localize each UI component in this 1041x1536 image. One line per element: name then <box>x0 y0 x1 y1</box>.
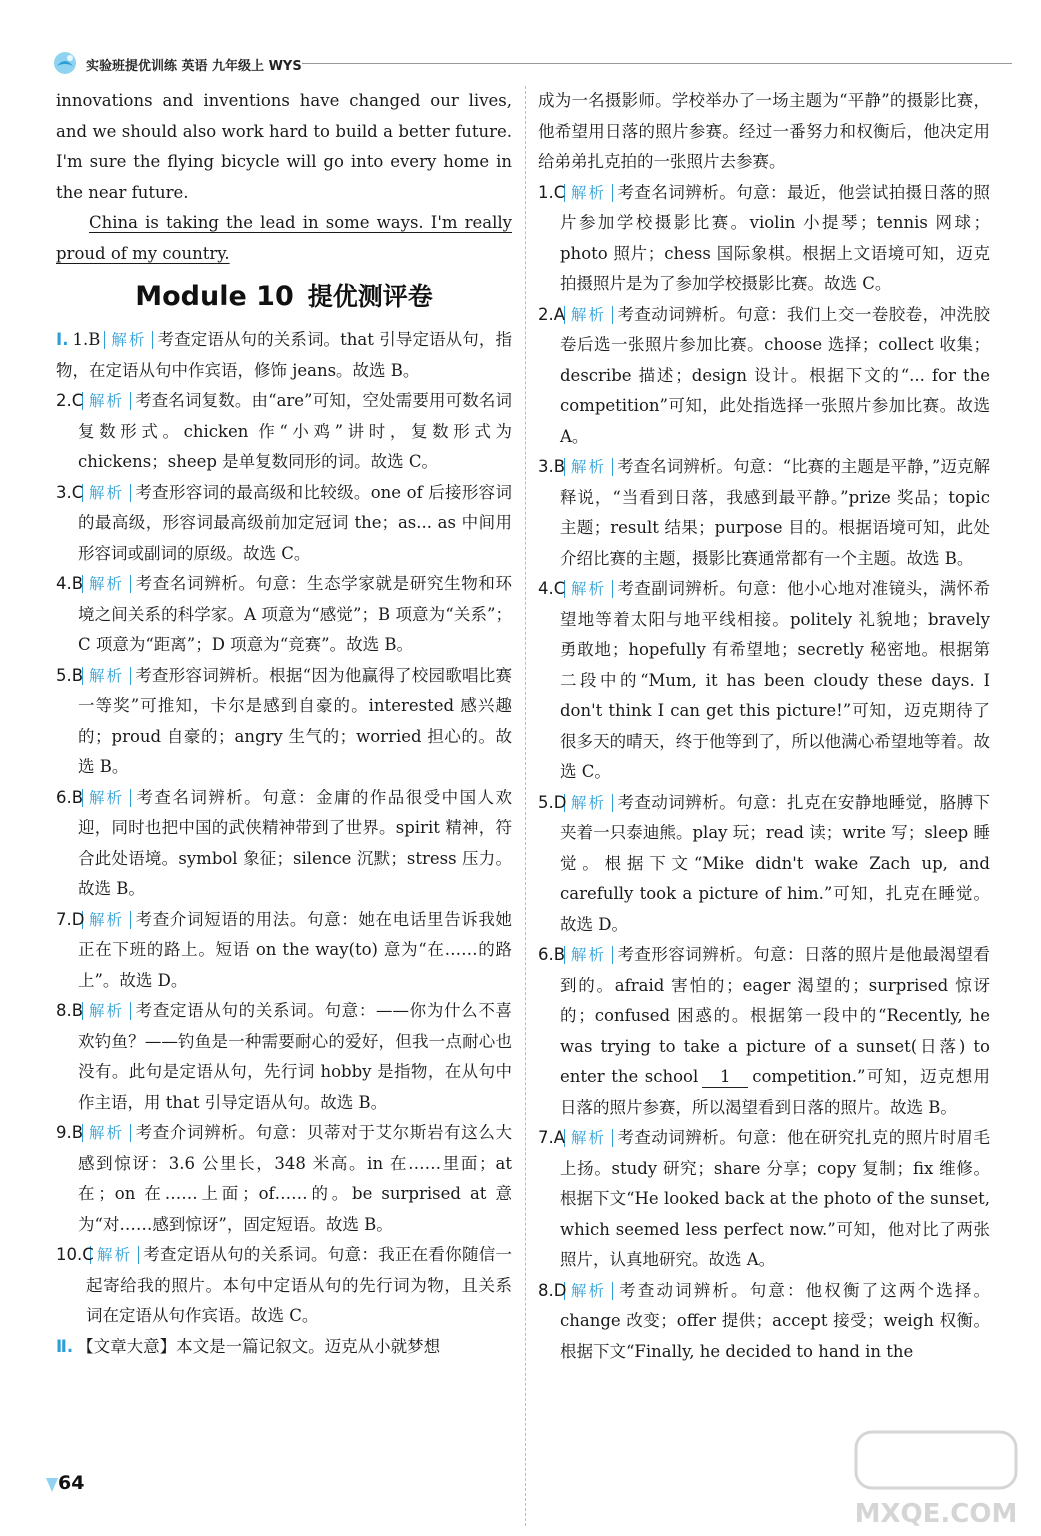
answer-text: 考查定语从句的关系词。句意：我正在看你随信一起寄给我的照片。本句中定语从句的先行词为物，且关系词在定语从句作宾语。故选 C。 <box>86 1245 512 1325</box>
answer-number: 3.B <box>538 457 566 476</box>
underlined-text: China is taking the lead in some ways. I'm really proud of my country. <box>56 213 512 263</box>
header-title: 实验班提优训练 英语 九年级上 WYS <box>86 59 302 74</box>
page-number-text: 64 <box>58 1472 85 1494</box>
answer-item <box>56 325 512 386</box>
watermark-text: MXQE.COM <box>854 1499 1018 1529</box>
analysis-tag: 解析 <box>82 392 131 410</box>
answer-text: 考查副词辨析。句意：他小心地对准镜头，满怀希望地等着太阳与地平线相接。politely 礼貌地；bravely 勇敢地；hopefully 有希望地；secretly 秘密地。根据第二段中的“Mum, it has been cloudy these days. I don't think I can get this picture!”可知，迈克期待了很多天的晴天，终于他等到了，所以他满心希望地等着。故选 C。 <box>560 579 990 781</box>
answer-item <box>56 661 512 783</box>
underlined-paragraph <box>56 208 512 269</box>
right-column <box>538 86 990 1367</box>
answer-item <box>538 788 990 941</box>
answer-text: 考查名词复数。由“are”可知，空处需要用可数名词复数形式。chicken 作“小鸡”讲时，复数形式为 chickens；sheep 是单复数同形的词。故选 C。 <box>78 391 512 471</box>
watermark-logo-icon <box>846 1426 1026 1532</box>
answer-text: 考查形容词辨析。根据“因为他赢得了校园歌唱比赛一等奖”可推知，卡尔是感到自豪的。interested 感兴趣的；proud 自豪的；angry 生气的；worried 担心的。故选 B。 <box>78 665 512 776</box>
answer-number: 3.C <box>56 482 84 502</box>
answer-number: 6.B <box>56 787 84 807</box>
answer-item <box>56 386 512 478</box>
answer-text: 考查形容词辨析。句意：日落的照片是他最渴望看到的。afraid 害怕的；eager 渴望的；surprised 惊讶的；confused 困惑的。根据第一段中的“Recently, he was trying to take a picture of a sunset(日落) to enter the school <box>560 945 990 1086</box>
analysis-tag: 解析 <box>82 575 131 593</box>
answer-item <box>538 300 990 453</box>
answer-text: 考查定语从句的关系词。句意：——你为什么不喜欢钓鱼？——钓鱼是一种需要耐心的爱好，但我一点耐心也没有。此句是定语从句，先行词 hobby 是指物，在从句中作主语，用 that 引导定语从句。故选 B。 <box>78 1001 512 1112</box>
answer-number: 2.A <box>538 304 566 324</box>
analysis-tag: 解析 <box>82 1124 131 1142</box>
column-divider <box>525 86 526 1526</box>
blank-number: 1 <box>702 1067 748 1088</box>
intro-paragraph: innovations and inventions have changed our lives, and we should also work hard to build a better future. I'm sure the flying bicycle will go into every home in the near future. <box>56 91 512 202</box>
answer-list-left <box>56 325 512 1332</box>
answer-item <box>56 996 512 1118</box>
answer-number: 1.B <box>72 330 101 349</box>
analysis-tag: 解析 <box>564 1282 613 1300</box>
answer-item <box>56 1118 512 1240</box>
answer-item <box>56 1240 512 1332</box>
analysis-tag: 解析 <box>564 794 613 812</box>
header-rule <box>302 63 1012 64</box>
answer-text: 考查形容词的最高级和比较级。one of 后接形容词的最高级，形容词最高级前加定冠词 the；as... as 中间用形容词或副词的原级。故选 C。 <box>78 482 512 563</box>
analysis-tag: 解析 <box>82 484 131 502</box>
page-header <box>52 50 1012 80</box>
analysis-tag: 解析 <box>564 946 613 964</box>
section-2-summary <box>56 1332 512 1363</box>
answer-number: 2.C <box>56 391 84 410</box>
analysis-tag: 解析 <box>82 667 131 685</box>
answer-item <box>538 1123 990 1276</box>
module-title-zh: 提优测评卷 <box>307 282 433 311</box>
answer-text: 考查名词辨析。句意：最近，他尝试拍摄日落的照片参加学校摄影比赛。violin 小提琴；tennis 网球；photo 照片；chess 国际象棋。根据上文语境可知，迈克拍摄照片是为了参加学校摄影比赛。故选 C。 <box>560 182 990 293</box>
page-number <box>44 1470 104 1502</box>
answer-number: 7.D <box>56 909 85 929</box>
answer-number: 8.D <box>538 1280 567 1300</box>
answer-number: 6.B <box>538 945 566 964</box>
summary-continuation: 成为一名摄影师。学校举办了一场主题为“平静”的摄影比赛，他希望用日落的照片参赛。经过一番努力和权衡后，他决定用给弟弟扎克拍的一张照片去参赛。 <box>538 91 990 171</box>
answer-number: 8.B <box>56 1001 84 1020</box>
answer-item <box>538 940 990 1123</box>
answer-text: 考查名词辨析。句意：“比赛的主题是平静，”迈克解释说，“当看到日落，我感到最平静。”prize 奖品；topic 主题；result 结果；purpose 目的。根据语境可知，此处介绍比赛的主题，摄影比赛通常都有一个主题。故选 B。 <box>560 457 990 568</box>
answer-number: 4.B <box>56 574 84 593</box>
section-1-label: Ⅰ. <box>56 330 69 349</box>
answer-item <box>56 783 512 905</box>
answer-number: 5.D <box>538 792 567 812</box>
answer-text: 考查动词辨析。句意：他权衡了这两个选择。change 改变；offer 提供；accept 接受；weigh 权衡。根据下文“Finally, he decided to hand in the <box>560 1280 990 1361</box>
answer-text: 考查动词辨析。句意：扎克在安静地睡觉，胳膊下夹着一只泰迪熊。play 玩；read 读；write 写；sleep 睡觉。根据下文“Mike didn't wake Zach up, and carefully took a picture of him.”可知，扎克在睡觉。故选 D。 <box>560 792 990 934</box>
left-column <box>56 86 512 1362</box>
answer-text: 考查介词辨析。句意：贝蒂对于艾尔斯岩有这么大感到惊讶：3.6 公里长，348 米高。in 在……里面；at 在；on 在……上面；of……的。be surprised at 意为“对……感到惊讶”，固定短语。故选 B。 <box>78 1123 512 1234</box>
answer-text: 考查定语从句的关系词。that 引导定语从句，指物，在定语从句中作宾语，修饰 jeans。故选 B。 <box>56 330 512 380</box>
analysis-tag: 解析 <box>564 458 613 476</box>
answer-item <box>56 905 512 997</box>
answer-text-after: competition.”可知，迈克想用日落的照片参赛，所以渴望看到日落的照片。故选 B。 <box>560 1067 990 1117</box>
answer-number: 7.A <box>538 1128 566 1147</box>
section-2-label: Ⅱ. <box>56 1336 74 1356</box>
module-title-en: Module 10 <box>135 281 294 312</box>
answer-text: 考查名词辨析。句意：生态学家就是研究生物和环境之间关系的科学家。A 项意为“感觉”；B 项意为“关系”；C 项意为“距离”；D 项意为“竞赛”。故选 B。 <box>78 574 512 654</box>
analysis-tag: 解析 <box>82 911 131 929</box>
answer-number: 4.C <box>538 579 566 598</box>
analysis-tag: 解析 <box>564 184 613 202</box>
answer-text: 考查介词短语的用法。句意：她在电话里告诉我她正在下班的路上。短语 on the way(to) 意为“在……的路上”。故选 D。 <box>78 909 512 990</box>
analysis-tag: 解析 <box>82 789 131 807</box>
answer-text: 考查名词辨析。句意：金庸的作品很受中国人欢迎，同时也把中国的武侠精神带到了世界。spirit 精神，符合此处语境。symbol 象征；silence 沉默；stress 压力。故选 B。 <box>78 787 512 898</box>
answer-item <box>56 569 512 661</box>
answer-item <box>538 452 990 574</box>
answer-number: 9.B <box>56 1123 84 1142</box>
analysis-tag: 解析 <box>564 580 613 598</box>
answer-item <box>538 1276 990 1368</box>
module-title <box>56 271 512 323</box>
book-logo-icon <box>52 50 78 76</box>
answer-text: 考查动词辨析。句意：他在研究扎克的照片时眉毛上扬。study 研究；share 分享；copy 复制；fix 维修。根据下文“He looked back at the photo of the sunset, which seemed less perfect now.”可知，他对比了两张照片，认真地研究。故选 A。 <box>560 1128 990 1269</box>
answer-number: 1.C <box>538 182 566 202</box>
answer-list-right <box>538 178 990 1368</box>
answer-text: 考查动词辨析。句意：我们上交一卷胶卷，冲洗胶卷后选一张照片参加比赛。choose 选择；collect 收集；describe 描述；design 设计。根据下文的“... for the competition”可知，此处指选择一张照片参加比赛。故选 A。 <box>560 304 990 446</box>
answer-item <box>538 178 990 300</box>
answer-number: 5.B <box>56 665 84 685</box>
analysis-tag: 解析 <box>104 331 153 349</box>
analysis-tag: 解析 <box>90 1246 139 1264</box>
analysis-tag: 解析 <box>564 1129 613 1147</box>
answer-number: 10.C <box>56 1245 94 1264</box>
analysis-tag: 解析 <box>82 1002 131 1020</box>
answer-item <box>538 574 990 788</box>
analysis-tag: 解析 <box>564 306 613 324</box>
answer-item <box>56 478 512 570</box>
section-2-text: 【文章大意】本文是一篇记叙文。迈克从小就梦想 <box>77 1336 441 1356</box>
